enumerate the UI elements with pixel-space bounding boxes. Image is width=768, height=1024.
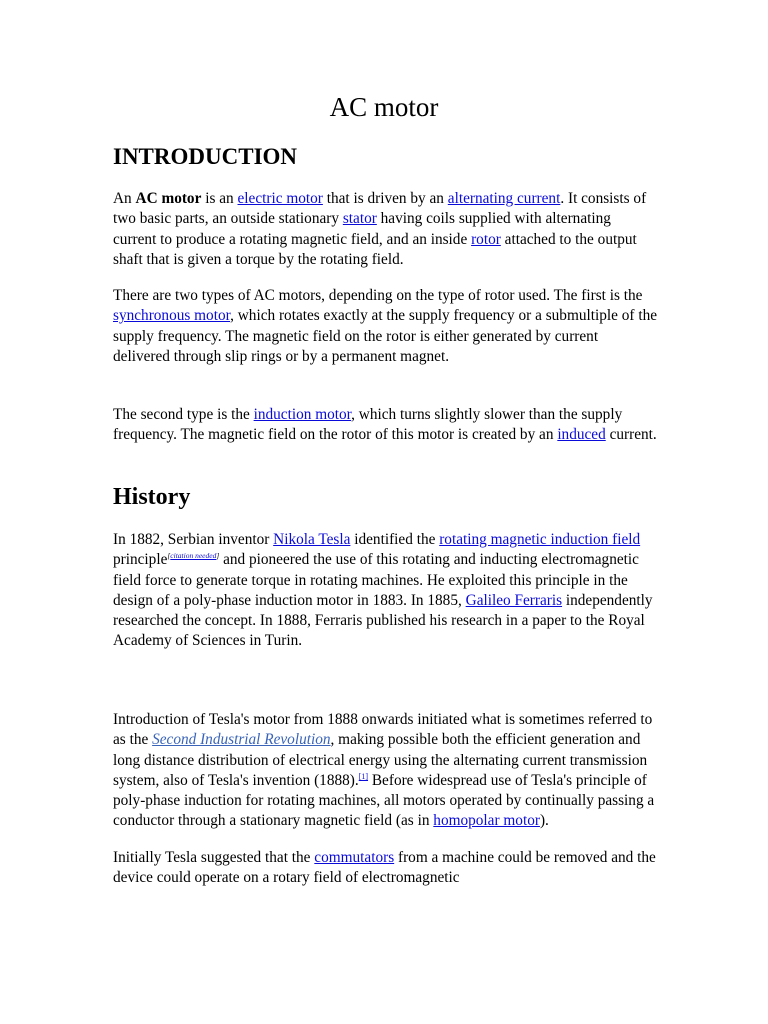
link-synchronous-motor[interactable]: synchronous motor [113,307,231,325]
page-title: AC motor [329,92,439,122]
history-paragraph-3: Initially Tesla suggested that the commutators from a machine could be removed and the device could operate on a rotary field of electromagnetic [113,849,656,887]
link-induction-motor[interactable]: induction motor [253,406,352,423]
link-second-industrial-revolution[interactable]: Second Industrial Revolution [152,731,331,749]
link-induced[interactable]: induced [557,426,606,444]
section-heading-history: History [113,484,191,510]
history-paragraph-2: Introduction of Tesla's motor from 1888 onwards initiated what is sometimes referred to as the Second Industrial Revolution, making possible both the efficient generation and long distance distribution of electrical energy using the alternating current transmission system, also of Tesla's invention (1888).[1] Before widespread use of Tesla's principle of poly-phase induction for rotating machines, all motors operated by continually passing a conductor through a stationary magnetic field (as in homopolar motor). [113,711,655,830]
link-commutators[interactable]: commutators [314,849,395,866]
link-rotating-magnetic-induction-field[interactable]: rotating magnetic induction field [439,531,641,548]
link-electric-motor[interactable]: electric motor [237,190,323,207]
link-rotor[interactable]: rotor [471,230,501,248]
link-citation-needed[interactable]: citation needed [170,551,217,561]
bold-term: AC motor [135,190,202,207]
citation-needed-note: [citation needed] [167,551,220,561]
link-alternating-current[interactable]: alternating current [447,190,561,207]
intro-paragraph-3: The second type is the induction motor, which turns slightly slower than the supply frequency. The magnetic field on the rotor of this motor is created by an induced current. [113,406,657,444]
link-homopolar-motor[interactable]: homopolar motor [433,812,540,830]
intro-paragraph-1: An AC motor is an electric motor that is driven by an alternating current. It consists of two basic parts, an outside stationary stator having coils supplied with alternating current to produce a rotating magnetic field, and an inside rotor attached to the output shaft that is given a torque by the rotating field. [113,190,647,268]
link-galileo-ferraris[interactable]: Galileo Ferraris [465,591,563,609]
intro-paragraph-2: There are two types of AC motors, depending on the type of rotor used. The first is the synchronous motor, which rotates exactly at the supply frequency or a submultiple of the supply frequency. The magnetic field on the rotor is either generated by current delivered through slip rings or by a permanent magnet. [113,287,658,365]
history-paragraph-1: In 1882, Serbian inventor Nikola Tesla identified the rotating magnetic induction field principle[citation needed] and pioneered the use of this rotating and inducting electromagnetic field force to generate torque in rotating machines. He exploited this principle in the design of a poly-phase induction motor in 1883. In 1885, Galileo Ferraris independently researched the concept. In 1888, Ferraris published his research in a paper to the Royal Academy of Sciences in Turin. [113,531,653,650]
section-heading-introduction: INTRODUCTION [113,144,298,169]
link-stator[interactable]: stator [342,210,377,228]
link-nikola-tesla[interactable]: Nikola Tesla [273,531,351,548]
reference-link-1[interactable]: [1] [358,771,369,781]
